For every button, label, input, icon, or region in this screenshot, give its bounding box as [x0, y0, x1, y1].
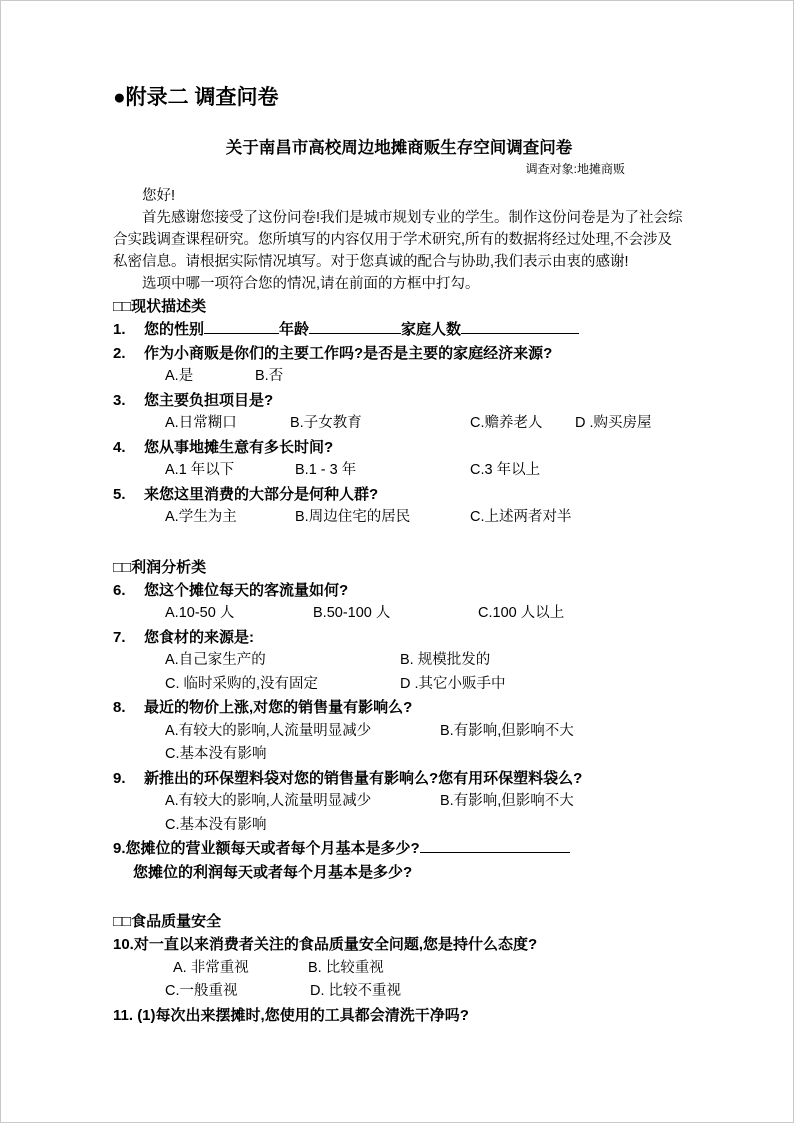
question-3 [113, 389, 685, 413]
appendix-heading: ●附录二 调查问卷 [113, 86, 279, 109]
greeting: 您好! [142, 188, 176, 204]
question-text: 10.对一直以来消费者关注的食品质量安全问题,您是持什么态度? [113, 936, 538, 953]
question-text: 您这个摊位每天的客流量如何? [144, 581, 349, 599]
question-7 [113, 626, 685, 650]
question-7-options-row1 [113, 649, 685, 673]
question-10-options-row2 [113, 980, 685, 1004]
question-text: 最近的物价上涨,对您的销售量有影响么? [144, 699, 413, 716]
option-b: B.有影响,但影响不大 [440, 722, 574, 739]
survey-title: 关于南昌市高校周边地摊商贩生存空间调查问卷 [225, 139, 573, 157]
question-text: 您食材的来源是: [144, 628, 254, 646]
option-c: C.赡养老人 [470, 415, 543, 431]
question-number: 8. [113, 699, 126, 716]
question-2-options [113, 365, 685, 389]
question-6 [113, 579, 685, 603]
question-8-options-row2 [113, 743, 685, 767]
question-number: 4. [113, 438, 126, 456]
question-1 [113, 318, 685, 342]
option-d: D. 比较不重视 [310, 983, 402, 999]
question-9-options-row2 [113, 814, 685, 838]
option-a: A.日常糊口 [165, 415, 237, 431]
question-5 [113, 483, 685, 507]
intro-paragraph: 首先感谢您接受了这份问卷!我们是城市规划专业的学生。制作这份问卷是为了社会综合实践调查课程研究。您所填写的内容仅用于学术研究,所有的数据将经过处理,不会涉及私密信息。请根据实际情况填写。对于您真诚的配合与协助,我们表示由衷的感谢! [113, 210, 683, 270]
option-c: C.100 人以上 [478, 605, 565, 621]
question-text: 来您这里消费的大部分是何种人群? [144, 485, 379, 503]
question-text: 您从事地摊生意有多长时间? [144, 438, 334, 456]
option-c: C. 临时采购的,没有固定 [165, 675, 319, 692]
option-c: C.上述两者对半 [470, 509, 572, 525]
question-text: 您主要负担项目是? [144, 391, 274, 409]
survey-target: 调查对象:地摊商贩 [525, 162, 625, 176]
question-text: 您的性别 [144, 321, 205, 338]
option-a: A.自己家生产的 [165, 652, 266, 668]
section-title-status: □□现状描述类 [113, 298, 207, 315]
question-text: 新推出的环保塑料袋对您的销售量有影响么?您有用环保塑料袋么? [144, 769, 583, 787]
question-number: 5. [113, 485, 126, 503]
field-label-age: 年龄 [279, 321, 310, 338]
option-d: D .购买房屋 [575, 415, 652, 431]
question-9 [113, 767, 685, 791]
question-4-options [113, 459, 685, 483]
option-a: A.是 [165, 368, 194, 384]
option-c: C.一般重视 [165, 983, 238, 999]
question-number: 1. [113, 321, 126, 338]
question-7-options-row2 [113, 673, 685, 697]
option-a: A.1 年以下 [165, 462, 235, 478]
gender-blank [204, 319, 279, 334]
question-number: 6. [113, 581, 126, 599]
option-b: B. 比较重视 [308, 959, 384, 976]
question-number: 2. [113, 344, 126, 362]
instruction-note: 选项中哪一项符合您的情况,请在前面的方框中打勾。 [142, 276, 480, 292]
question-10 [113, 933, 685, 957]
question-8 [113, 696, 685, 720]
question-9c [113, 861, 685, 885]
question-text: 11. (1)每次出来摆摊时,您使用的工具都会清洗干净吗? [113, 1006, 469, 1024]
question-2 [113, 342, 685, 366]
option-c: C.3 年以上 [470, 462, 541, 478]
option-b: B.否 [255, 368, 284, 384]
option-a: A.学生为主 [165, 509, 237, 525]
section-title-food-safety: □□食品质量安全 [113, 913, 222, 930]
question-text: 作为小商贩是你们的主要工作吗?是否是主要的家庭经济来源? [144, 344, 553, 362]
question-text: 您摊位的利润每天或者每个月基本是多少? [133, 863, 413, 881]
option-c: C.基本没有影响 [165, 816, 267, 833]
question-number: 7. [113, 628, 126, 646]
section-title-profit: □□利润分析类 [113, 558, 207, 576]
question-10-options-row1 [113, 957, 685, 981]
family-blank [461, 319, 579, 334]
question-5-options [113, 506, 685, 530]
question-4 [113, 436, 685, 460]
option-b: B.周边住宅的居民 [295, 509, 411, 525]
question-number: 9. [113, 769, 126, 787]
option-a: A. 非常重视 [173, 959, 249, 976]
option-b: B.子女教育 [290, 415, 362, 431]
option-a: A.10-50 人 [165, 605, 235, 621]
option-a: A.有较大的影响,人流量明显减少 [165, 793, 372, 809]
question-text: 9.您摊位的营业额每天或者每个月基本是多少? [113, 840, 420, 857]
field-label-family: 家庭人数 [401, 321, 462, 338]
question-9-options-row1 [113, 790, 685, 814]
question-3-options [113, 412, 685, 436]
age-blank [309, 319, 401, 334]
question-8-options-row1 [113, 720, 685, 744]
revenue-blank [420, 838, 570, 853]
option-b: B.1 - 3 年 [295, 462, 357, 478]
option-c: C.基本没有影响 [165, 746, 267, 762]
option-b: B. 规模批发的 [400, 652, 491, 668]
question-9b [113, 837, 685, 861]
option-d: D .其它小贩手中 [400, 675, 506, 692]
option-b: B.50-100 人 [313, 605, 391, 621]
question-11 [113, 1004, 685, 1028]
question-6-options [113, 602, 685, 626]
option-a: A.有较大的影响,人流量明显减少 [165, 722, 372, 739]
option-b: B.有影响,但影响不大 [440, 793, 574, 809]
question-number: 3. [113, 391, 126, 409]
